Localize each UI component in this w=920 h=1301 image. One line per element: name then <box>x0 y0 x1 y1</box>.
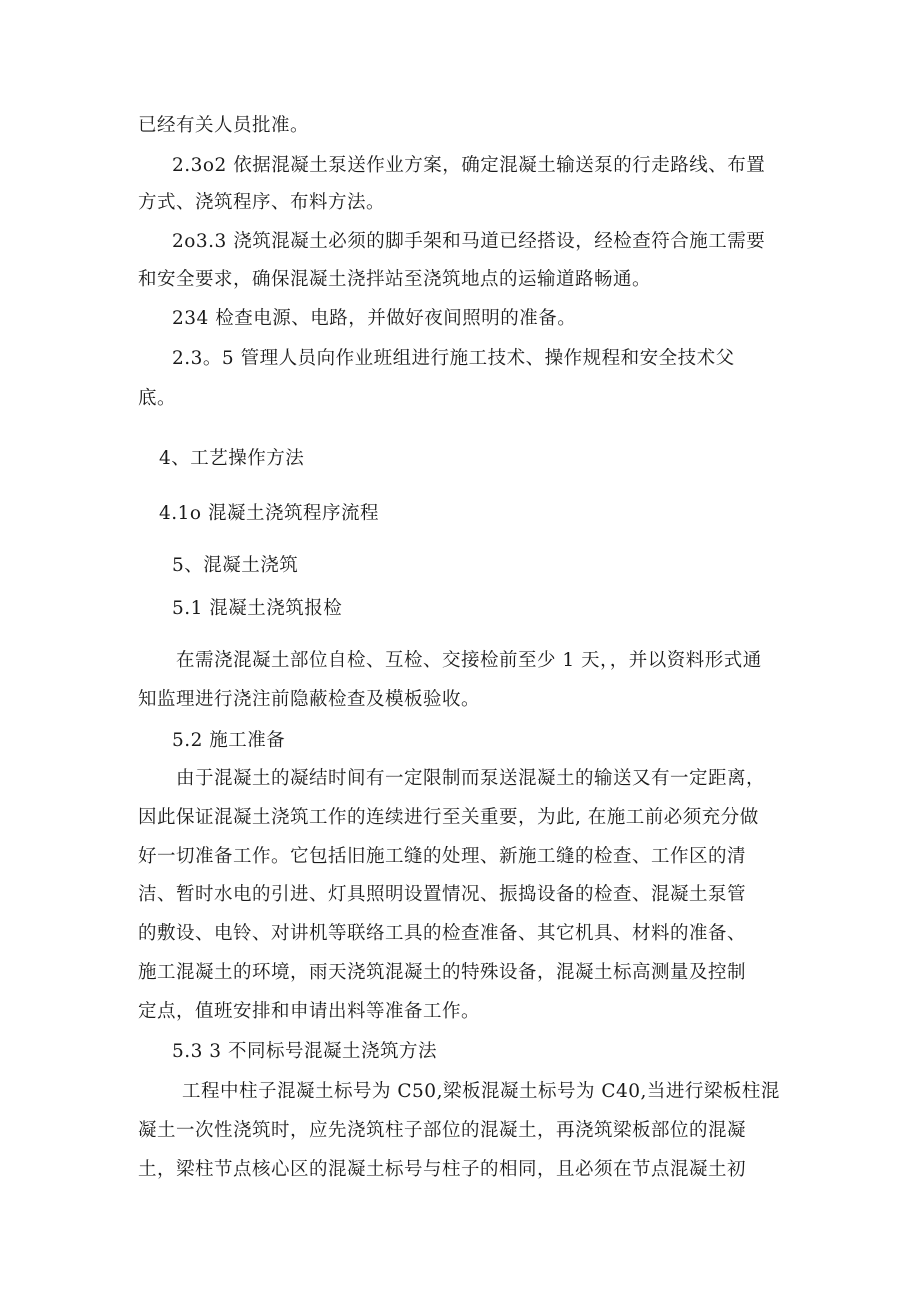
paragraph-line: 土，梁柱节点核心区的混凝土标号与柱子的相同，且必须在节点混凝土初 <box>138 1159 747 1180</box>
paragraph-line: 工程中柱子混凝土标号为 C50,梁板混凝土标号为 C40,当进行梁板柱混 <box>182 1081 780 1102</box>
section-2-3-3: 2o3.3 浇筑混凝土必须的脚手架和马道已经搭设，经检查符合施工需要 <box>172 231 766 252</box>
heading-5-3: 5.3 3 不同标号混凝土浇筑方法 <box>172 1041 437 1062</box>
heading-5-2: 5.2 施工准备 <box>172 730 286 751</box>
paragraph-line: 洁、暂时水电的引进、灯具照明设置情况、振捣设备的检查、混凝土泵管 <box>138 884 747 905</box>
heading-5: 5、混凝土浇筑 <box>172 555 299 576</box>
text-line: 方式、浇筑程序、布料方法。 <box>138 192 386 213</box>
text-line: 底。 <box>138 388 177 409</box>
text-line: 已经有关人员批准。 <box>138 115 310 136</box>
text-line: 和安全要求，确保混凝土浇拌站至浇筑地点的运输道路畅通。 <box>138 269 652 290</box>
paragraph-line: 凝土一次性浇筑时，应先浇筑柱子部位的混凝土，再浇筑梁板部位的混凝 <box>138 1120 747 1141</box>
heading-4: 4、工艺操作方法 <box>159 448 305 469</box>
heading-4-1: 4.1o 混凝土浇筑程序流程 <box>159 503 379 524</box>
paragraph-line: 由于混凝土的凝结时间有一定限制而泵送混凝土的输送又有一定距离， <box>176 768 766 789</box>
paragraph-line: 因此保证混凝土浇筑工作的连续进行至关重要，为此, 在施工前必须充分做 <box>138 807 759 828</box>
paragraph-line: 知监理进行浇注前隐蔽检查及模板验收。 <box>138 689 481 710</box>
paragraph-line: 的敷设、电铃、对讲机等联络工具的检查准备、其它机具、材料的准备、 <box>138 923 747 944</box>
paragraph-line: 施工混凝土的环境，雨天浇筑混凝土的特殊设备，混凝土标高测量及控制 <box>138 962 747 983</box>
section-2-3-4: 234 检查电源、电路，并做好夜间照明的准备。 <box>172 308 577 329</box>
paragraph-line: 定点，值班安排和申请出料等准备工作。 <box>138 1001 481 1022</box>
paragraph-line: 在需浇混凝土部位自检、互检、交接检前至少 1 天，，并以资料形式通 <box>176 650 762 671</box>
section-2-3-2: 2.3o2 依据混凝土泵送作业方案，确定混凝土输送泵的行走路线、布置 <box>172 155 766 176</box>
section-2-3-5: 2.3。5 管理人员向作业班组进行施工技术、操作规程和安全技术父 <box>172 348 735 369</box>
paragraph-line: 好一切准备工作。它包括旧施工缝的处理、新施工缝的检查、工作区的清 <box>138 846 747 867</box>
heading-5-1: 5.1 混凝土浇筑报检 <box>172 598 343 619</box>
